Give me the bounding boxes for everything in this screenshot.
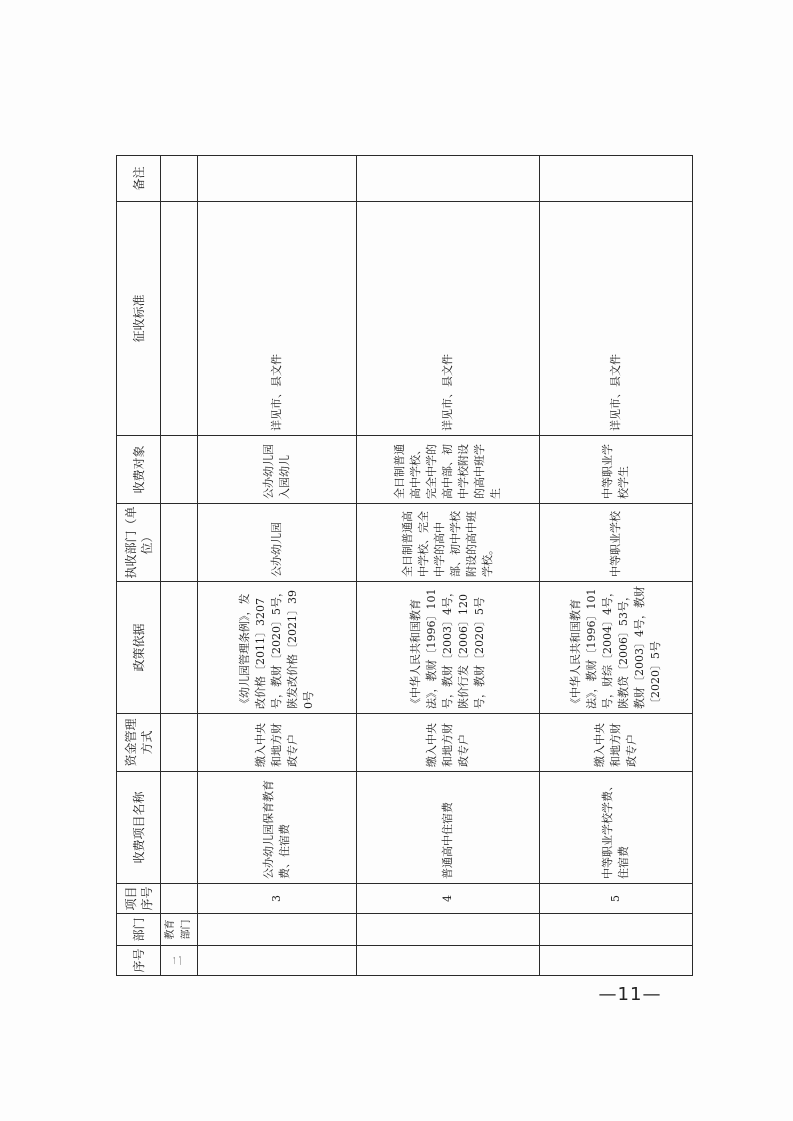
header-item-no: 项目序号 — [117, 884, 161, 914]
table-row — [357, 156, 540, 976]
header-standard: 征收标准 — [117, 202, 161, 436]
seq-cell — [357, 946, 540, 976]
seq-cell — [540, 946, 693, 976]
table-row — [198, 156, 357, 976]
item-no-cell: 4 — [357, 884, 540, 914]
note-cell — [357, 156, 540, 202]
policy-cell: 《中华人民共和国教育法》，教财〔1996〕101号，财综〔2004〕4号，陕教贷〔2006〕53号，教财〔2003〕4号，教财〔2020〕5号 — [540, 582, 693, 714]
group-row — [161, 156, 198, 976]
note-cell — [198, 156, 357, 202]
empty-cell — [161, 582, 198, 714]
header-item-name: 收费项目名称 — [117, 772, 161, 884]
header-unit: 执收部门（单位） — [117, 504, 161, 582]
header-dept: 部门 — [117, 914, 161, 946]
dept-cell — [198, 914, 357, 946]
header-note: 备注 — [117, 156, 161, 202]
payer-cell: 中等职业学校学生 — [540, 436, 693, 504]
empty-cell — [161, 436, 198, 504]
header-fund-mgmt: 资金管理方式 — [117, 714, 161, 772]
item-name-cell: 中等职业学校学费、住宿费 — [540, 772, 693, 884]
empty-cell — [161, 202, 198, 436]
fund-mgmt-cell: 缴入中央和地方财政专户 — [357, 714, 540, 772]
standard-cell: 详见市、县文件 — [357, 202, 540, 436]
fee-table — [116, 155, 693, 976]
group-dept: 教育部门 — [161, 914, 198, 946]
group-seq: 二 — [161, 946, 198, 976]
payer-cell: 公办幼儿园入园幼儿 — [198, 436, 357, 504]
fund-mgmt-cell: 缴入中央和地方财政专户 — [198, 714, 357, 772]
item-name-cell: 普通高中住宿费 — [357, 772, 540, 884]
item-name-cell: 公办幼儿园保育教育费、住宿费 — [198, 772, 357, 884]
standard-cell: 详见市、县文件 — [198, 202, 357, 436]
header-row — [117, 156, 161, 976]
policy-cell: 《中华人民共和国教育法》，教财〔1996〕101号，教财〔2003〕4号，陕价行发〔2006〕120号，教财〔2020〕5号 — [357, 582, 540, 714]
note-cell — [540, 156, 693, 202]
seq-cell — [198, 946, 357, 976]
fund-mgmt-cell: 缴入中央和地方财政专户 — [540, 714, 693, 772]
rotated-table-wrapper — [116, 156, 668, 976]
standard-cell: 详见市、县文件 — [540, 202, 693, 436]
header-payer: 收费对象 — [117, 436, 161, 504]
dept-cell — [357, 914, 540, 946]
dept-cell — [540, 914, 693, 946]
empty-cell — [161, 156, 198, 202]
payer-cell: 全日制普通高中学校、完全中学的高中部、初中学校附设的高中班学生 — [357, 436, 540, 504]
page-number: —11— — [598, 984, 662, 1005]
empty-cell — [161, 714, 198, 772]
unit-cell: 中等职业学校 — [540, 504, 693, 582]
item-no-cell: 5 — [540, 884, 693, 914]
empty-cell — [161, 504, 198, 582]
policy-cell: 《幼儿园管理条例》，发改价格〔2011〕3207号，教财〔2020〕5号，陕发改价格〔2021〕390号 — [198, 582, 357, 714]
unit-cell: 公办幼儿园 — [198, 504, 357, 582]
table-row — [540, 156, 693, 976]
header-seq: 序号 — [117, 946, 161, 976]
empty-cell — [161, 884, 198, 914]
header-policy: 政策依据 — [117, 582, 161, 714]
item-no-cell: 3 — [198, 884, 357, 914]
unit-cell: 全日制普通高中学校、完全中学的高中部、初中学校附设的高中班学校。 — [357, 504, 540, 582]
empty-cell — [161, 772, 198, 884]
